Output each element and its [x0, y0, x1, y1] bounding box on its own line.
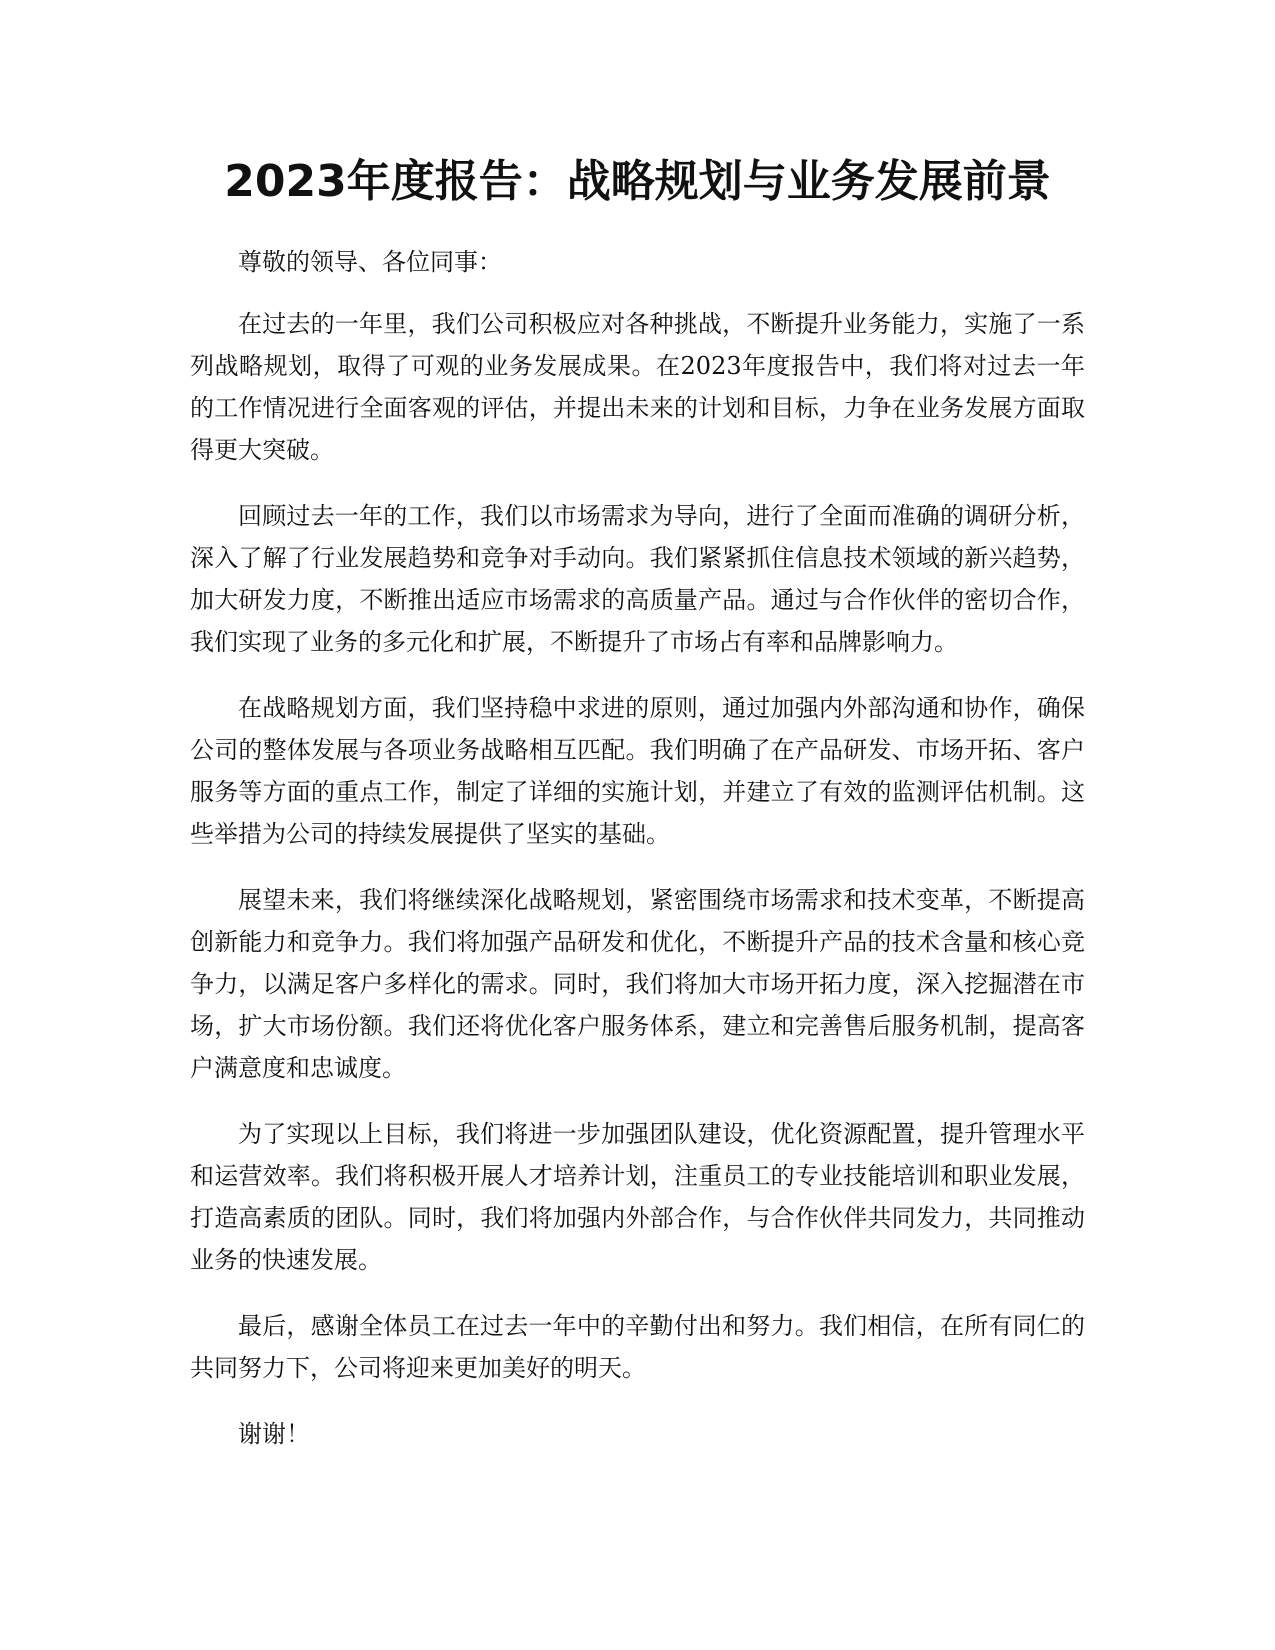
body-paragraph-2: 回顾过去一年的工作，我们以市场需求为导向，进行了全面而准确的调研分析，深入了解了行业发展趋势和竞争对手动向。我们紧紧抓住信息技术领域的新兴趋势，加大研发力度，不断推出适应市场需求的高质量产品。通过与合作伙伴的密切合作，我们实现了业务的多元化和扩展，不断提升了市场占有率和品牌影响力。: [190, 502, 1085, 656]
body-paragraph-4: 展望未来，我们将继续深化战略规划，紧密围绕市场需求和技术变革，不断提高创新能力和竞争力。我们将加强产品研发和优化，不断提升产品的技术含量和核心竞争力，以满足客户多样化的需求。同时，我们将加大市场开拓力度，深入挖掘潜在市场，扩大市场份额。我们还将优化客户服务体系，建立和完善售后服务机制，提高客户满意度和忠诚度。: [190, 886, 1085, 1082]
body-paragraph-3: 在战略规划方面，我们坚持稳中求进的原则，通过加强内外部沟通和协作，确保公司的整体发展与各项业务战略相互匹配。我们明确了在产品研发、市场开拓、客户服务等方面的重点工作，制定了详细的实施计划，并建立了有效的监测评估机制。这些举措为公司的持续发展提供了坚实的基础。: [190, 694, 1085, 848]
document-title: 2023年度报告：战略规划与业务发展前景: [224, 156, 1051, 207]
body-paragraph-1: 在过去的一年里，我们公司积极应对各种挑战，不断提升业务能力，实施了一系列战略规划，取得了可观的业务发展成果。在2023年度报告中，我们将对过去一年的工作情况进行全面客观的评估，并提出未来的计划和目标，力争在业务发展方面取得更大突破。: [190, 310, 1085, 464]
document-body: [190, 241, 1085, 1455]
body-paragraph-6: 最后，感谢全体员工在过去一年中的辛勤付出和努力。我们相信，在所有同仁的共同努力下，公司将迎来更加美好的明天。: [190, 1312, 1085, 1382]
closing-paragraph: 谢谢！: [238, 1420, 310, 1448]
body-paragraph-5: 为了实现以上目标，我们将进一步加强团队建设，优化资源配置，提升管理水平和运营效率。我们将积极开展人才培养计划，注重员工的专业技能培训和职业发展，打造高素质的团队。同时，我们将加强内外部合作，与合作伙伴共同发力，共同推动业务的快速发展。: [190, 1120, 1085, 1274]
greeting-paragraph: 尊敬的领导、各位同事：: [238, 248, 502, 276]
